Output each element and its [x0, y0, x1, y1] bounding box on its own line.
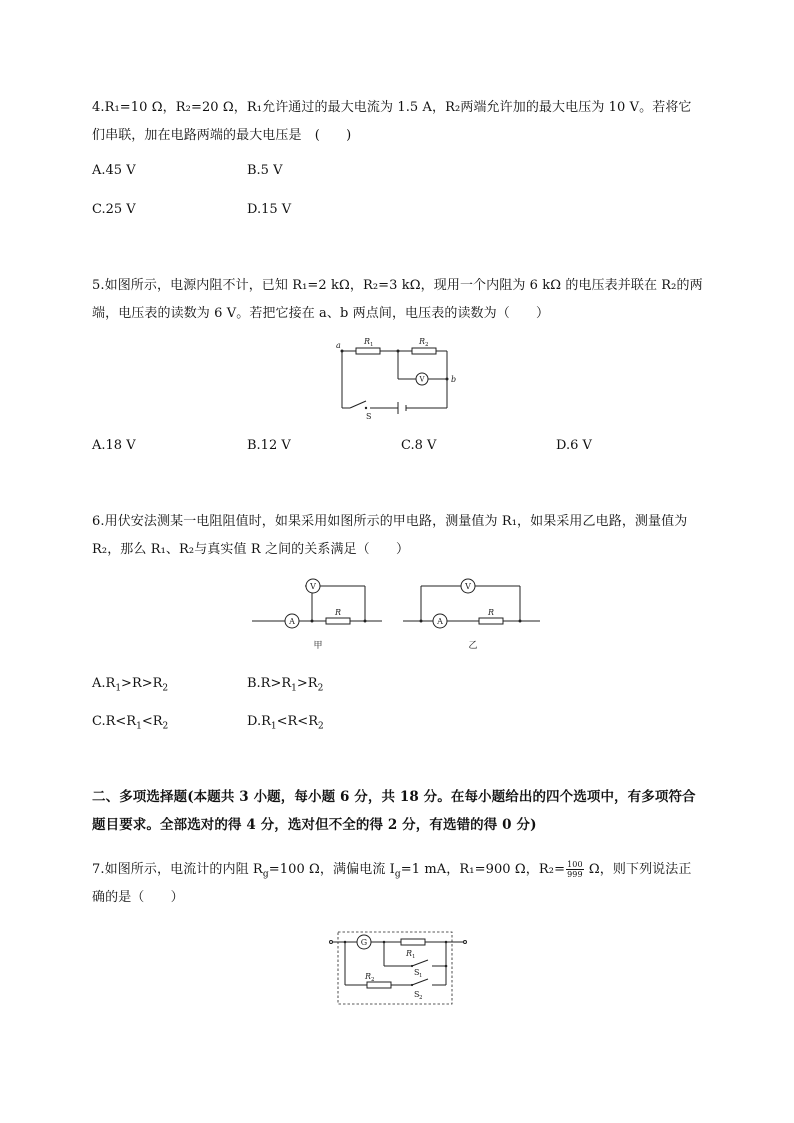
q6-yi-voltmeter-symbol: V: [465, 582, 471, 591]
q6-yi-resistor: [479, 618, 503, 624]
q6-yi-ammeter-symbol: A: [437, 617, 443, 626]
q5-option-d: D.6 V: [556, 438, 592, 453]
q5-circuit-figure: [330, 333, 465, 421]
q7-galvanometer-symbol: G: [360, 938, 368, 947]
q5-r2-label: R: [419, 337, 426, 346]
q7-r1-label: R: [406, 949, 413, 958]
q7-r1-sub: 1: [412, 954, 416, 960]
q4-stem: 4.R₁=10 Ω，R₂=20 Ω，R₁允许通过的最大电流为 1.5 A，R₂两端允许加的最大电压为 10 V。若将它们串联，加在电路两端的最大电压是 ( ): [92, 100, 692, 143]
q5-r1-label: R: [364, 337, 371, 346]
q7-fraction: $\frac{100}{999}$: [567, 860, 583, 879]
q6-caption-jia: 甲: [313, 641, 323, 651]
q5-option-a: A.18 V: [92, 438, 136, 453]
q5-stem: 5.如图所示，电源内阻不计，已知 R₁=2 kΩ，R₂=3 kΩ，现用一个内阻为 6 kΩ 的电压表并联在 R₂的两端，电压表的读数为 6 V。若把它接在 a、b 两点间，电压表的读数为（ ）: [92, 278, 703, 321]
section2-title: 二、多项选择题(本题共 3 小题，每小题 6 分，共 18 分。在每小题给出的四个选项中，有多项符合题目要求。全部选对的得 4 分，选对但不全的得 2 分，有选错的得 0 分): [92, 789, 696, 833]
q4-option-d: D.15 V: [247, 202, 292, 217]
q7-r2-label: R: [365, 972, 372, 981]
q6-caption-yi: 乙: [468, 641, 478, 651]
q5-r1-sub: 1: [370, 342, 374, 348]
q6-circuit-figure-yi: [403, 576, 540, 652]
q6-circuit-figure-jia: [252, 576, 382, 652]
q6-stem: 6.用伏安法测某一电阻阻值时，如果采用如图所示的甲电路，测量值为 R₁，如果采用乙电路，测量值为 R₂，那么 R₁、R₂与真实值 R 之间的关系满足（ ）: [92, 514, 688, 557]
q7-stem: 7.如图所示，电流计的内阻 $R_g=100$ Ω，满偏电流 $I_g=1$ mA，R₁=900 Ω，R₂= $\frac{100}{999}$ Ω，则下列说法正确的是（ ）: [92, 860, 692, 905]
q5-resistor-r1: [356, 348, 380, 354]
q5-label-a: a: [336, 341, 341, 350]
q5-option-c: C.8 V: [401, 438, 437, 453]
q6-jia-ammeter-symbol: A: [289, 617, 295, 626]
q4-option-c: C.25 V: [92, 202, 136, 217]
q5-resistor-r2: [412, 348, 436, 354]
q5-voltmeter-symbol: V: [419, 375, 425, 384]
q6-option-a: $A.R_1>R>R_2$: [92, 676, 169, 694]
q7-s2-label: S: [414, 990, 420, 999]
q4-option-a: A.45 V: [92, 163, 136, 178]
q4-option-b: B.5 V: [247, 163, 283, 178]
q7-s2-sub: 2: [419, 995, 423, 1001]
q6-jia-voltmeter-symbol: V: [310, 582, 316, 591]
q5-r2-sub: 2: [425, 342, 429, 348]
q7-s1-label: S: [414, 968, 420, 977]
q7-resistor-r1: [401, 939, 425, 945]
q5-switch-label: S: [366, 412, 372, 421]
q6-yi-resistor-label: R: [487, 608, 495, 617]
q7-r2-sub: 2: [371, 977, 375, 983]
q6-option-b: $B.R>R_1>R_2$: [247, 676, 324, 694]
q5-label-b: b: [451, 375, 457, 384]
q6-jia-resistor-label: R: [334, 608, 342, 617]
q6-jia-resistor: [326, 618, 350, 624]
q5-option-b: B.12 V: [247, 438, 291, 453]
q6-option-c: $C.R<R_1<R_2$: [92, 714, 169, 732]
q6-option-d: $D.R_1<R<R_2$: [247, 714, 324, 732]
q7-circuit-figure: [326, 930, 469, 1008]
q7-s1-sub: 1: [419, 973, 423, 979]
